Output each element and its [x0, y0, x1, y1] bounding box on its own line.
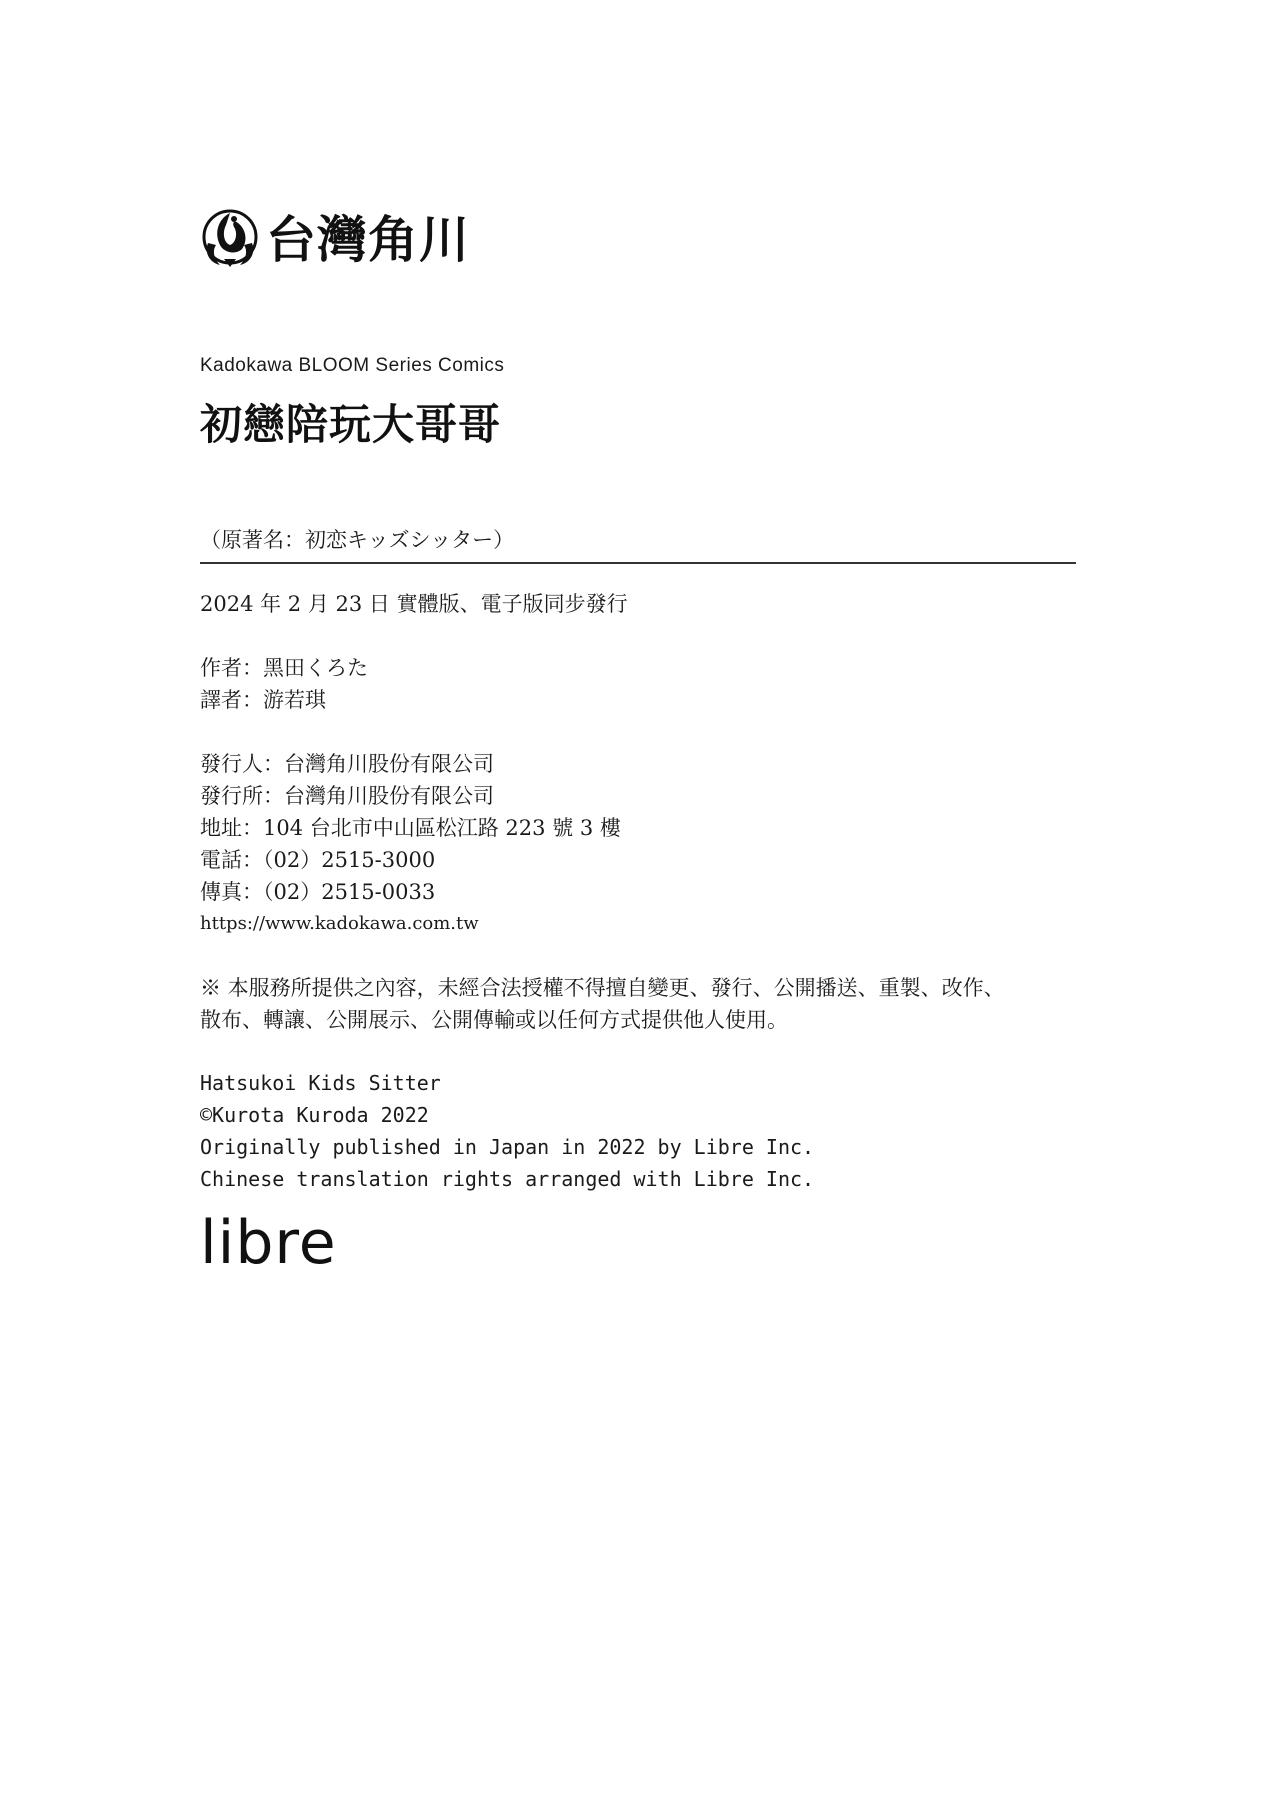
author-credit: 作者：黑田くろた: [200, 656, 368, 680]
book-title: 初戀陪玩大哥哥: [200, 400, 502, 449]
notice-line-1: ※ 本服務所提供之內容，未經合法授權不得擅自變更、發行、公開播送、重製、改作、: [200, 976, 1005, 1000]
series-name: Kadokawa BLOOM Series Comics: [200, 355, 505, 376]
translator-credit: 譯者：游若琪: [200, 688, 326, 712]
original-title: （原著名：初恋キッズシッター）: [200, 528, 515, 552]
publisher-logo: [200, 200, 470, 272]
publishing-office: 發行所：台灣角川股份有限公司: [200, 784, 494, 808]
website-url: https://www.kadokawa.com.tw: [200, 913, 479, 934]
release-date: 2024 年 2 月 23 日 實體版、電子版同步發行: [200, 592, 628, 616]
phoenix-emblem-icon: [200, 203, 260, 269]
copyright-line-2: ©Kurota Kuroda 2022: [200, 1103, 429, 1127]
notice-line-2: 散布、轉讓、公開展示、公開傳輸或以任何方式提供他人使用。: [200, 1008, 788, 1032]
fax: 傳真：（02）2515-0033: [200, 880, 436, 904]
copyright-line-1: Hatsukoi Kids Sitter: [200, 1071, 441, 1095]
address: 地址：104 台北市中山區松江路 223 號 3 樓: [200, 816, 621, 840]
copyright-line-4: Chinese translation rights arranged with Libre Inc.: [200, 1167, 815, 1191]
publisher-logo-text: 台灣角川: [266, 211, 470, 269]
issuer: 發行人：台灣角川股份有限公司: [200, 752, 494, 776]
copyright-line-3: Originally published in Japan in 2022 by Libre Inc.: [200, 1135, 815, 1159]
phone: 電話：（02）2515-3000: [200, 848, 436, 872]
libre-logo: libre: [200, 1208, 337, 1278]
divider: [200, 562, 1076, 564]
